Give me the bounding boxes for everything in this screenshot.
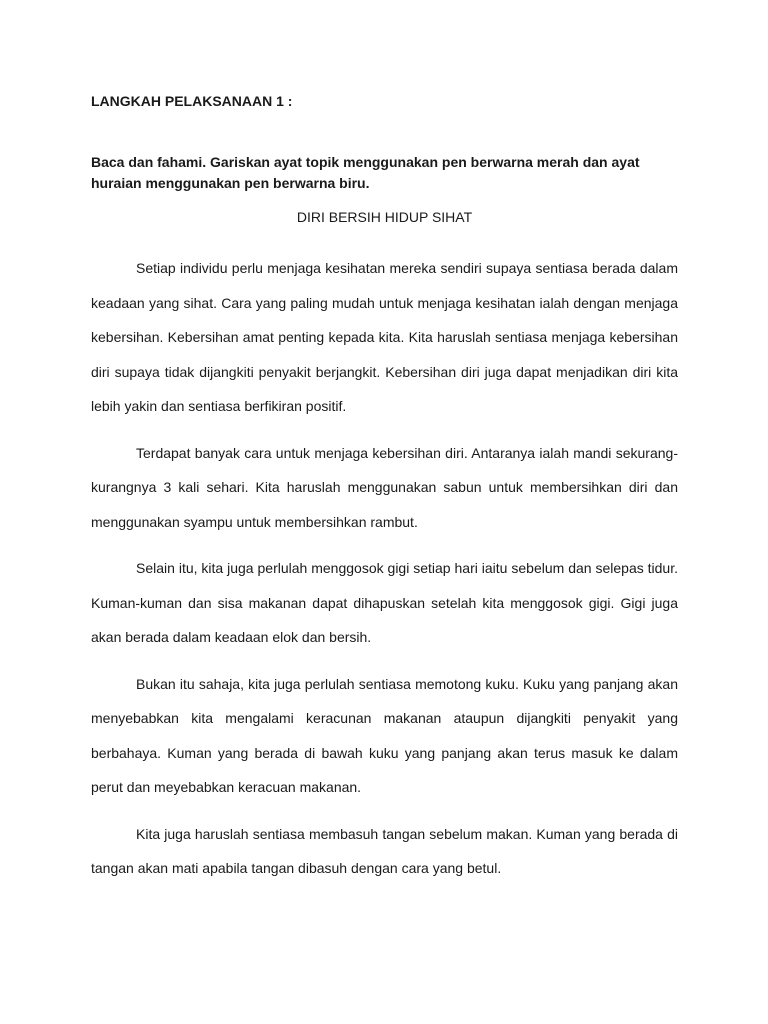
essay-title: DIRI BERSIH HIDUP SIHAT: [296, 209, 473, 225]
paragraph-4: Bukan itu sahaja, kita juga perlulah sentiasa memotong kuku. Kuku yang panjang akan menyebabkan kita mengalami keracunan makanan ataupun dijangkiti penyakit yang berbahaya. Kuman yang berada di bawah kuku yang panjang akan terus masuk ke dalam perut dan meyebabkan keracuan makanan.: [91, 675, 678, 795]
paragraph-1: Setiap individu perlu menjaga kesihatan mereka sendiri supaya sentiasa berada dalam keadaan yang sihat. Cara yang paling mudah untuk menjaga kesihatan ialah dengan menjaga kebersihan. Kebersihan amat penting kepada kita. Kita haruslah sentiasa menjaga kebersihan diri supaya tidak dijangkiti penyakit berjangkit. Kebersihan diri juga dapat menjadikan diri kita lebih yakin dan sentiasa berfikiran positif.: [91, 260, 678, 414]
paragraph-2: Terdapat banyak cara untuk menjaga kebersihan diri. Antaranya ialah mandi sekurang-kurangnya 3 kali sehari. Kita haruslah menggunakan sabun untuk membersihkan diri dan menggunakan syampu untuk membersihkan rambut.: [91, 444, 678, 530]
paragraph-5: Kita juga haruslah sentiasa membasuh tangan sebelum makan. Kuman yang berada di tangan akan mati apabila tangan dibasuh dengan cara yang betul.: [91, 825, 678, 876]
document-content: [91, 91, 678, 886]
section-heading: LANGKAH PELAKSANAAN 1 :: [91, 93, 293, 109]
paragraph-3: Selain itu, kita juga perlulah menggosok gigi setiap hari iaitu sebelum dan selepas tidur. Kuman-kuman dan sisa makanan dapat dihapuskan setelah kita menggosok gigi. Gigi juga akan berada dalam keadaan elok dan bersih.: [91, 560, 678, 645]
instruction-text: Baca dan fahami. Gariskan ayat topik menggunakan pen berwarna merah dan ayat huraian menggunakan pen berwarna biru.: [91, 154, 640, 191]
